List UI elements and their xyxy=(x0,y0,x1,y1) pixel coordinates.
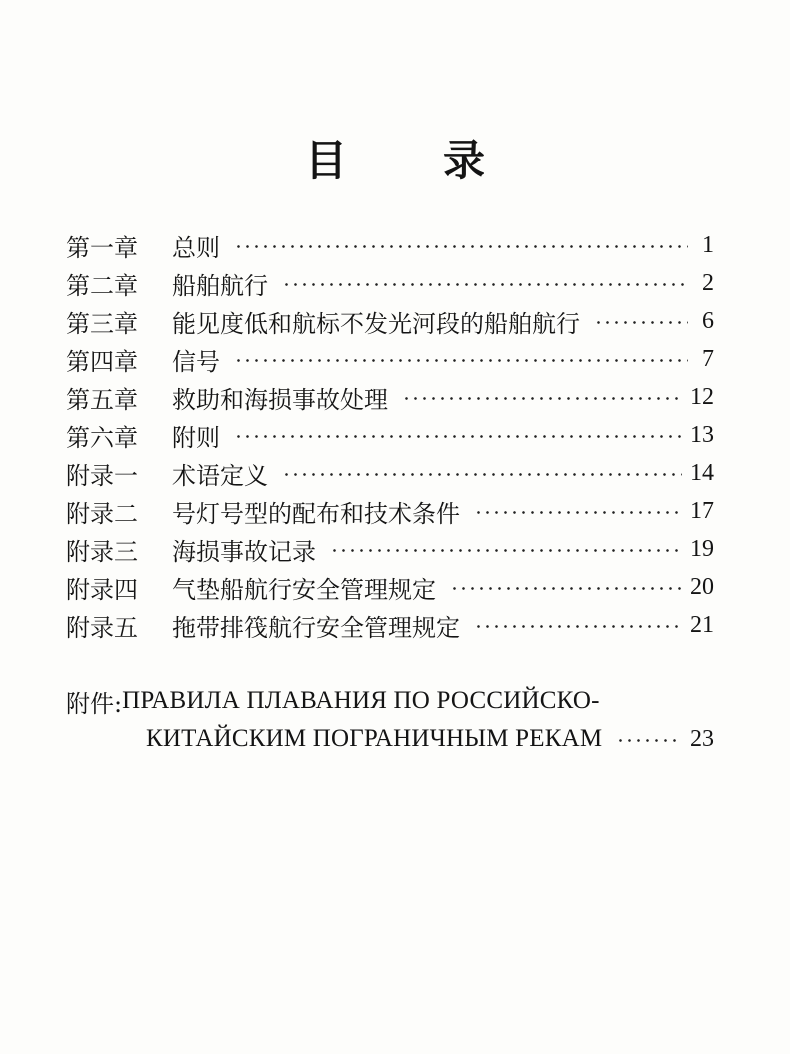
attachment-label: 附件: xyxy=(66,689,123,718)
entry-label: 附录三 xyxy=(66,537,138,566)
entry-label: 第二章 xyxy=(66,271,138,300)
entry-label: 附录二 xyxy=(66,499,138,528)
toc-entry[interactable] xyxy=(66,302,714,340)
entry-page: 21 xyxy=(690,611,714,638)
attachment-line-2 xyxy=(66,720,714,758)
entry-page: 1 xyxy=(702,231,714,258)
entry-label: 附录四 xyxy=(66,575,138,604)
entry-label: 附录五 xyxy=(66,613,138,642)
attachment-entry[interactable] xyxy=(66,682,714,758)
toc-entry[interactable] xyxy=(66,416,714,454)
dot-leader xyxy=(330,549,682,552)
attachment-title-line-2: КИТАЙСКИМ ПОГРАНИЧНЫМ РЕКАМ xyxy=(146,725,603,752)
attachment-title-line-1: ПРАВИЛА ПЛАВАНИЯ ПО РОССИЙСКО- xyxy=(122,687,600,714)
entry-name: 船舶航行 xyxy=(172,271,268,300)
attachment-page: 23 xyxy=(690,725,714,752)
entry-label: 第五章 xyxy=(66,385,138,414)
entry-name: 信号 xyxy=(172,347,220,376)
toc-entry[interactable] xyxy=(66,492,714,530)
entry-name: 总则 xyxy=(172,233,220,262)
dot-leader xyxy=(474,511,682,514)
entry-label: 第六章 xyxy=(66,423,138,452)
entry-page: 7 xyxy=(702,345,714,372)
entry-name: 术语定义 xyxy=(172,461,268,490)
page-title xyxy=(0,128,790,188)
table-of-contents xyxy=(66,226,714,644)
entry-name: 附则 xyxy=(172,423,220,452)
entry-page: 2 xyxy=(702,269,714,296)
entry-name: 拖带排筏航行安全管理规定 xyxy=(172,613,460,642)
title-char-2: 录 xyxy=(443,136,486,185)
entry-name: 号灯号型的配布和技术条件 xyxy=(172,499,460,528)
toc-entry[interactable] xyxy=(66,530,714,568)
entry-name: 救助和海损事故处理 xyxy=(172,385,388,414)
toc-entry[interactable] xyxy=(66,568,714,606)
entry-page: 17 xyxy=(690,497,714,524)
entry-page: 6 xyxy=(702,307,714,334)
entry-label: 第一章 xyxy=(66,233,138,262)
toc-entry[interactable] xyxy=(66,340,714,378)
entry-name: 能见度低和航标不发光河段的船舶航行 xyxy=(172,309,580,338)
toc-entry[interactable] xyxy=(66,226,714,264)
entry-label: 附录一 xyxy=(66,461,138,490)
entry-page: 20 xyxy=(690,573,714,600)
dot-leader xyxy=(450,587,682,590)
entry-name: 海损事故记录 xyxy=(172,537,316,566)
toc-entry[interactable] xyxy=(66,378,714,416)
entry-label: 第三章 xyxy=(66,309,138,338)
entry-name: 气垫船航行安全管理规定 xyxy=(172,575,436,604)
toc-entry[interactable] xyxy=(66,606,714,644)
title-char-1: 目 xyxy=(304,136,347,185)
dot-leader xyxy=(282,473,682,476)
dot-leader xyxy=(234,359,688,362)
dot-leader xyxy=(594,321,688,324)
dot-leader xyxy=(234,245,688,248)
entry-page: 13 xyxy=(690,421,714,448)
dot-leader xyxy=(616,739,682,742)
entry-page: 14 xyxy=(690,459,714,486)
dot-leader xyxy=(234,435,682,438)
dot-leader xyxy=(282,283,688,286)
entry-page: 19 xyxy=(690,535,714,562)
attachment-line-1 xyxy=(66,682,714,720)
dot-leader xyxy=(402,397,682,400)
dot-leader xyxy=(474,625,682,628)
toc-entry[interactable] xyxy=(66,454,714,492)
entry-label: 第四章 xyxy=(66,347,138,376)
toc-entry[interactable] xyxy=(66,264,714,302)
entry-page: 12 xyxy=(690,383,714,410)
